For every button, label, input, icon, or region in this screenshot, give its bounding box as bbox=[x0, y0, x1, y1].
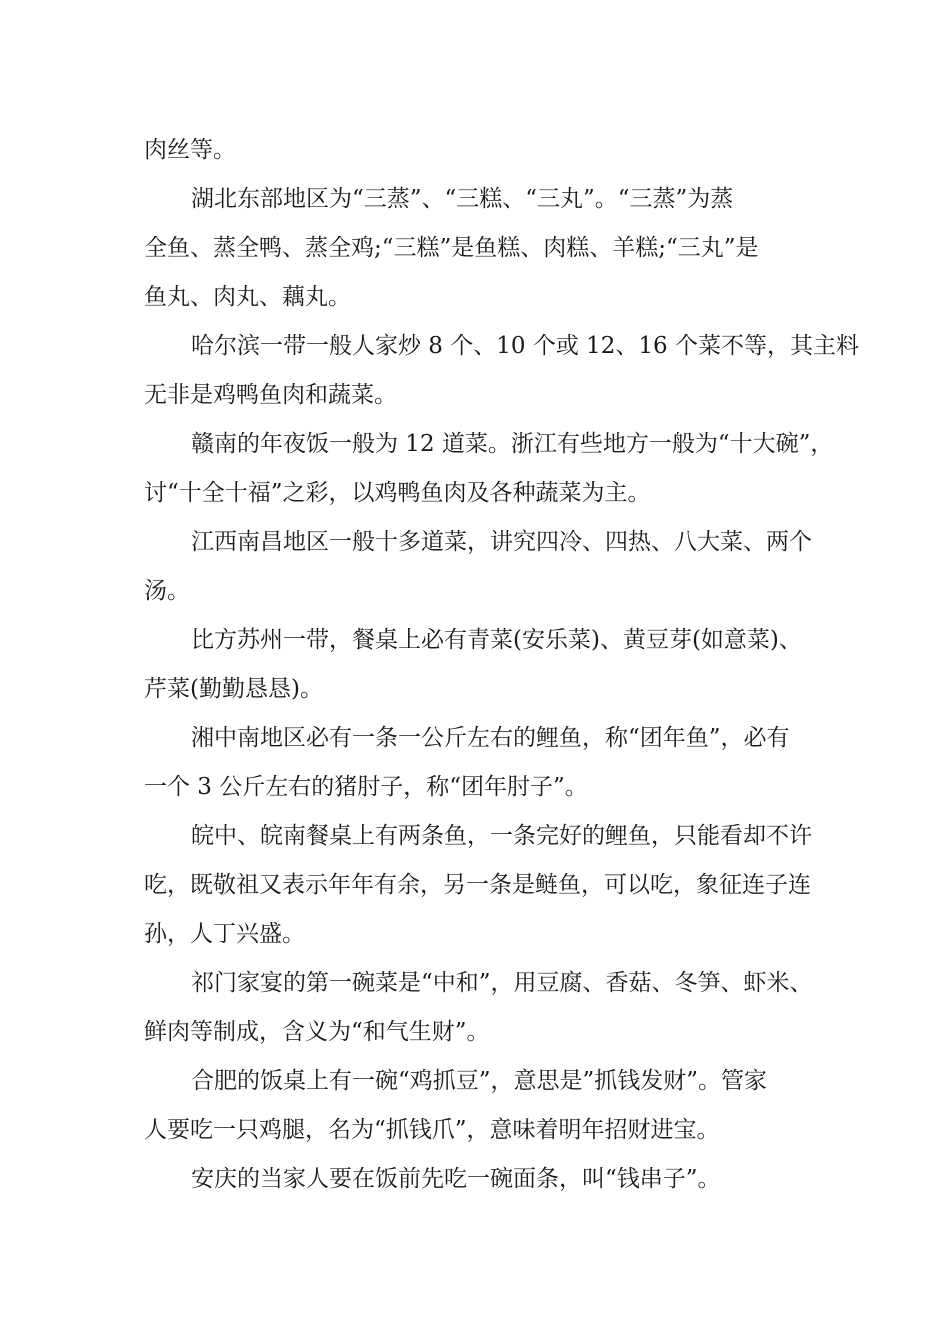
text-line: 合肥的饭桌上有一碗“鸡抓豆”，意思是”抓钱发财”。管家 bbox=[191, 1068, 768, 1094]
paragraph bbox=[144, 616, 824, 714]
paragraph bbox=[144, 1057, 824, 1155]
paragraph bbox=[144, 175, 824, 322]
text-line: 讨“十全十福”之彩，以鸡鸭鱼肉及各种蔬菜为主。 bbox=[144, 480, 651, 506]
text-line: 芹菜(勤勤恳恳)。 bbox=[144, 676, 323, 702]
text-line: 鲜肉等制成，含义为“和气生财”。 bbox=[144, 1019, 490, 1045]
text-line: 哈尔滨一带一般人家炒 8 个、10 个或 12、16 个菜不等，其主料 bbox=[191, 333, 859, 359]
text-line: 人要吃一只鸡腿，名为“抓钱爪”，意味着明年招财进宝。 bbox=[144, 1117, 720, 1143]
text-line: 无非是鸡鸭鱼肉和蔬菜。 bbox=[144, 382, 397, 408]
text-line: 鱼丸、肉丸、藕丸。 bbox=[144, 284, 351, 310]
text-line: 吃，既敬祖又表示年年有余，另一条是鲢鱼，可以吃，象征连子连 bbox=[144, 872, 811, 898]
text-line: 祁门家宴的第一碗菜是“中和”，用豆腐、香菇、冬笋、虾米、 bbox=[191, 970, 813, 996]
text-line: 江西南昌地区一般十多道菜，讲究四冷、四热、八大菜、两个 bbox=[191, 529, 812, 555]
text-line: 皖中、皖南餐桌上有两条鱼，一条完好的鲤鱼，只能看却不许 bbox=[191, 823, 812, 849]
text-line: 一个 3 公斤左右的猪肘子，称“团年肘子”。 bbox=[144, 774, 588, 800]
paragraph bbox=[144, 126, 824, 175]
text-line: 全鱼、蒸全鸭、蒸全鸡;“三糕”是鱼糕、肉糕、羊糕;“三丸”是 bbox=[144, 235, 759, 261]
paragraph bbox=[144, 812, 824, 959]
paragraph bbox=[144, 714, 824, 812]
paragraph bbox=[144, 322, 859, 420]
text-line: 湘中南地区必有一条一公斤左右的鲤鱼，称“团年鱼”，必有 bbox=[191, 725, 790, 751]
text-line: 赣南的年夜饭一般为 12 道菜。浙江有些地方一般为“十大碗”， bbox=[191, 431, 834, 457]
text-line: 肉丝等。 bbox=[144, 137, 236, 163]
paragraph bbox=[144, 518, 824, 616]
paragraph bbox=[144, 1155, 824, 1204]
text-line: 孙，人丁兴盛。 bbox=[144, 921, 305, 947]
text-line: 比方苏州一带，餐桌上必有青菜(安乐菜)、黄豆芽(如意菜)、 bbox=[191, 627, 802, 653]
text-line: 汤。 bbox=[144, 578, 190, 604]
paragraph bbox=[144, 959, 824, 1057]
text-line: 安庆的当家人要在饭前先吃一碗面条，叫“钱串子”。 bbox=[191, 1166, 721, 1192]
text-line: 湖北东部地区为“三蒸”、“三糕、“三丸”。“三蒸”为蒸 bbox=[191, 186, 734, 212]
paragraph bbox=[144, 420, 834, 518]
document-page bbox=[144, 126, 859, 1204]
